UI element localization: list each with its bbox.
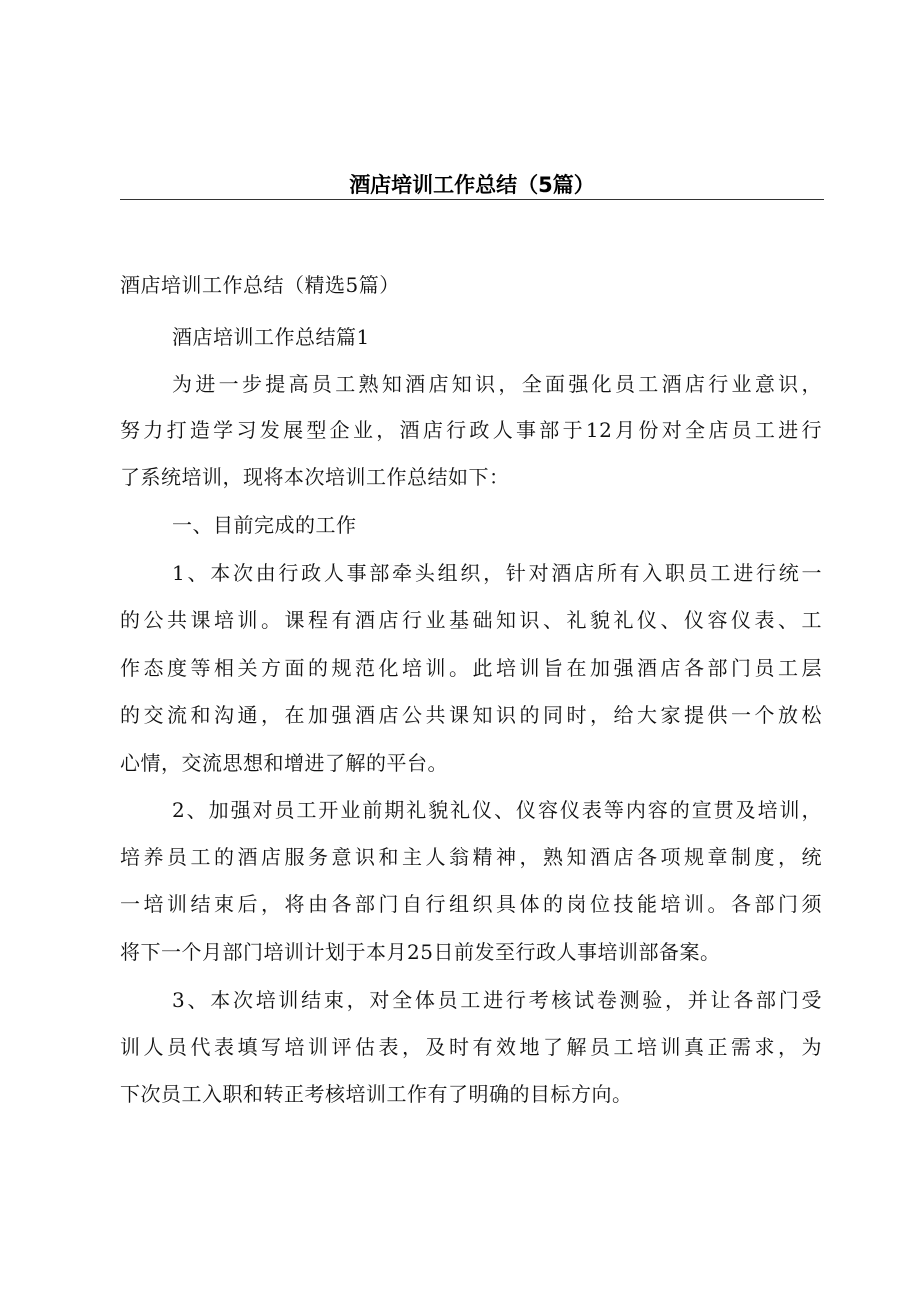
intro-line-3: 了系统培训，现将本次培训工作总结如下： — [120, 465, 510, 489]
item-3-line-1: 3、本次培训结束，对全体员工进行考核试卷测验，并让各部门受 — [172, 988, 822, 1012]
document-title: 酒店培训工作总结（5篇） — [349, 173, 595, 197]
item-1-line-3: 作态度等相关方面的规范化培训。此培训旨在加强酒店各部门员工层 — [120, 656, 822, 680]
item-3-line-2: 训人员代表填写培训评估表，及时有效地了解员工培训真正需求，为 — [120, 1035, 822, 1059]
item-2-line-1: 2、加强对员工开业前期礼貌礼仪、仪容仪表等内容的宣贯及培训， — [172, 798, 822, 822]
title-underline — [120, 199, 824, 200]
item-2-line-2: 培养员工的酒店服务意识和主人翁精神，熟知酒店各项规章制度，统 — [120, 845, 822, 869]
item-1-line-2: 的公共课培训。课程有酒店行业基础知识、礼貌礼仪、仪容仪表、工 — [120, 608, 822, 632]
item-2-line-3: 一培训结束后，将由各部门自行组织具体的岗位技能培训。各部门须 — [120, 892, 822, 916]
intro-line-1: 为进一步提高员工熟知酒店知识，全面强化员工酒店行业意识， — [172, 372, 822, 396]
item-1-line-4: 的交流和沟通，在加强酒店公共课知识的同时，给大家提供一个放松 — [120, 703, 822, 727]
intro-line-2: 努力打造学习发展型企业，酒店行政人事部于12月份对全店员工进行 — [120, 418, 822, 442]
document-subtitle: 酒店培训工作总结（精选5篇） — [120, 273, 400, 297]
item-1-line-1: 1、本次由行政人事部牵头组织，针对酒店所有入职员工进行统一 — [172, 561, 822, 585]
section-heading: 一、目前完成的工作 — [172, 513, 357, 537]
item-3-line-3: 下次员工入职和转正考核培训工作有了明确的目标方向。 — [120, 1082, 633, 1106]
item-2-line-4: 将下一个月部门培训计划于本月25日前发至行政人事培训部备案。 — [120, 940, 721, 964]
item-1-line-5: 心情，交流思想和增进了解的平台。 — [120, 751, 448, 775]
part-heading: 酒店培训工作总结篇1 — [172, 325, 370, 349]
